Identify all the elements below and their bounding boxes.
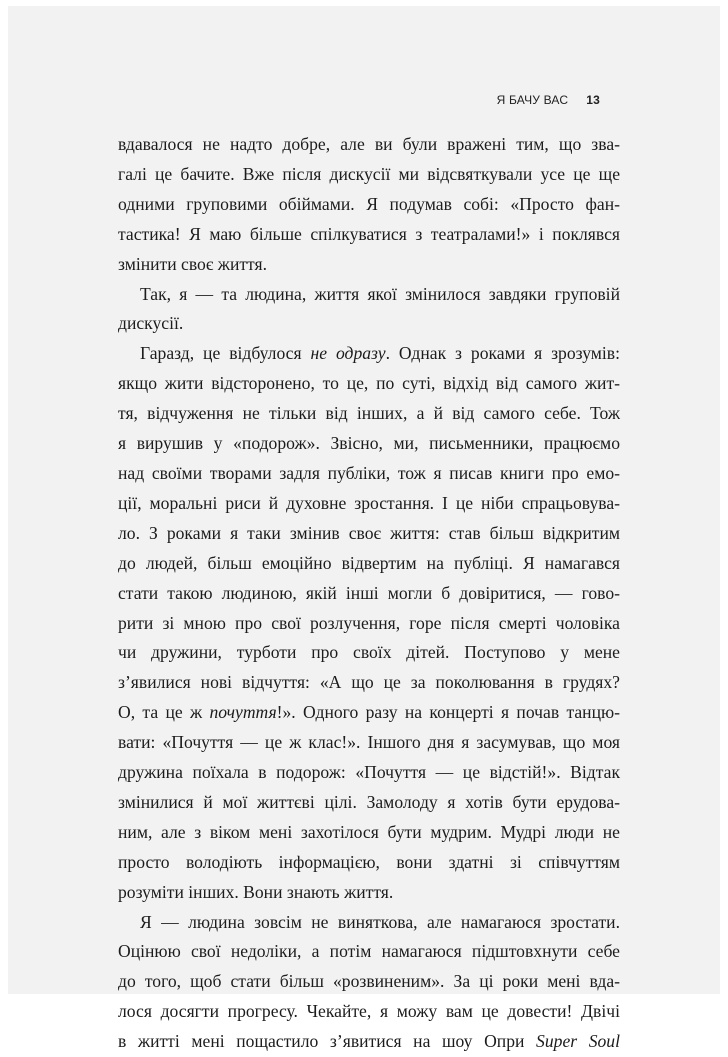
running-header: [497, 93, 600, 107]
text-line: [118, 250, 620, 280]
text-run: до того, щоб стати більш «розвиненим». За ці роки мені вда-: [118, 971, 620, 992]
text-line: [118, 549, 620, 579]
text-run: дружина поїхала в подорож: «Почуття — це відстій!». Відтак: [118, 762, 620, 783]
text-run: рити зі мною про свої розлучення, горе після смерті чоловіка: [118, 612, 620, 633]
text-line: [118, 429, 620, 459]
text-line: [118, 818, 620, 848]
text-run: з’явилися нові відчуття: «А що це за поколювання в грудях?: [118, 672, 620, 693]
italic-text: почуття: [209, 702, 277, 723]
italic-text: Super Soul: [536, 1031, 620, 1052]
text-run: над своїми творами задля публіки, тож я писав книги про емо-: [118, 462, 620, 483]
text-run: лося досягти прогресу. Чекайте, я можу вам це довести! Двічі: [118, 1001, 620, 1022]
text-run: Я — людина зовсім не виняткова, але намагаюся зростати.: [140, 911, 620, 932]
text-run: ції, моральні риси й духовне зростання. І це ніби спрацьовува-: [118, 492, 620, 513]
italic-text: не одразу: [310, 343, 386, 364]
text-run: вати: «Почуття — це ж клас!». Іншого дня я засумував, що моя: [118, 732, 620, 753]
book-page: [8, 6, 720, 1052]
text-run: дискусії.: [118, 313, 184, 334]
text-run: . Однак з роками я зрозумів:: [385, 343, 621, 364]
text-run: просто володіють інформацією, вони здатні зі співчуттям: [118, 851, 620, 872]
text-run: галі це бачите. Вже після дискусії ми відсвяткували усе це ще: [118, 163, 620, 184]
text-run: тастика! Я маю більше спілкуватися з театралами!» і поклявся: [118, 223, 620, 244]
text-line: [118, 638, 620, 668]
paragraph: [118, 130, 620, 280]
text-line: [118, 130, 620, 160]
text-run: розуміти інших. Вони знають життя.: [118, 881, 394, 902]
paragraph: [118, 280, 620, 340]
text-run: в житті мені пощастило з’явитися на шоу Опри: [118, 1031, 537, 1052]
text-line: [118, 459, 620, 489]
text-line: [118, 878, 620, 908]
text-line: [118, 698, 620, 728]
text-run: чи дружини, турботи про своїх дітей. Поступово у мене: [118, 642, 620, 663]
text-line: [118, 160, 620, 190]
paragraph: [118, 908, 620, 1057]
text-line: [118, 1027, 620, 1057]
text-line: [118, 937, 620, 967]
text-run: ним, але з віком мені захотілося бути мудрим. Мудрі люди не: [118, 821, 620, 842]
text-line: [118, 758, 620, 788]
page-number: 13: [586, 93, 600, 107]
text-line: [118, 579, 620, 609]
text-run: якщо жити відсторонено, то це, по суті, відхід від самого жит-: [118, 373, 620, 394]
text-line: [118, 997, 620, 1027]
text-run: змінилися й мої життєві цілі. Замолоду я хотів бути ерудова-: [118, 791, 620, 812]
text-line: [118, 609, 620, 639]
text-line: [118, 190, 620, 220]
text-line: [118, 967, 620, 997]
text-run: одними груповими обіймами. Я подумав собі: «Просто фан-: [118, 193, 620, 214]
text-line: [118, 399, 620, 429]
text-run: ло. З роками я таки змінив своє життя: став більш відкритим: [118, 522, 620, 543]
text-line: [118, 728, 620, 758]
text-run: тя, відчуження не тільки від інших, а й від самого себе. Тож: [118, 403, 620, 424]
text-run: я вирушив у «подорож». Звісно, ми, письменники, працюємо: [118, 433, 620, 454]
text-run: Гаразд, це відбулося: [140, 343, 311, 364]
text-line: [118, 220, 620, 250]
text-line: [118, 369, 620, 399]
running-title: Я БАЧУ ВАС: [496, 93, 569, 107]
text-run: стати такою людиною, якій інші могли б довіритися, — гово-: [118, 582, 620, 603]
text-line: [118, 848, 620, 878]
text-line: [118, 280, 620, 310]
text-line: [118, 668, 620, 698]
text-run: !». Одного разу на концерті я почав танцю-: [276, 702, 620, 723]
text-run: О, та це ж: [118, 702, 210, 723]
text-line: [118, 309, 620, 339]
text-line: [118, 339, 620, 369]
text-run: Так, я — та людина, життя якої змінилося завдяки груповій: [140, 283, 620, 304]
text-line: [118, 489, 620, 519]
text-run: вдавалося не надто добре, але ви були вражені тим, що зва-: [118, 134, 620, 154]
paragraph: [118, 339, 620, 907]
text-line: [118, 908, 620, 938]
body-text: [118, 130, 620, 1057]
text-run: змінити своє життя.: [118, 253, 268, 274]
text-run: Оцінюю свої недоліки, а потім намагаюся підштовхнути себе: [118, 941, 620, 962]
text-run: до людей, більш емоційно відвертим на публіці. Я намагався: [118, 552, 620, 573]
text-line: [118, 519, 620, 549]
text-line: [118, 788, 620, 818]
